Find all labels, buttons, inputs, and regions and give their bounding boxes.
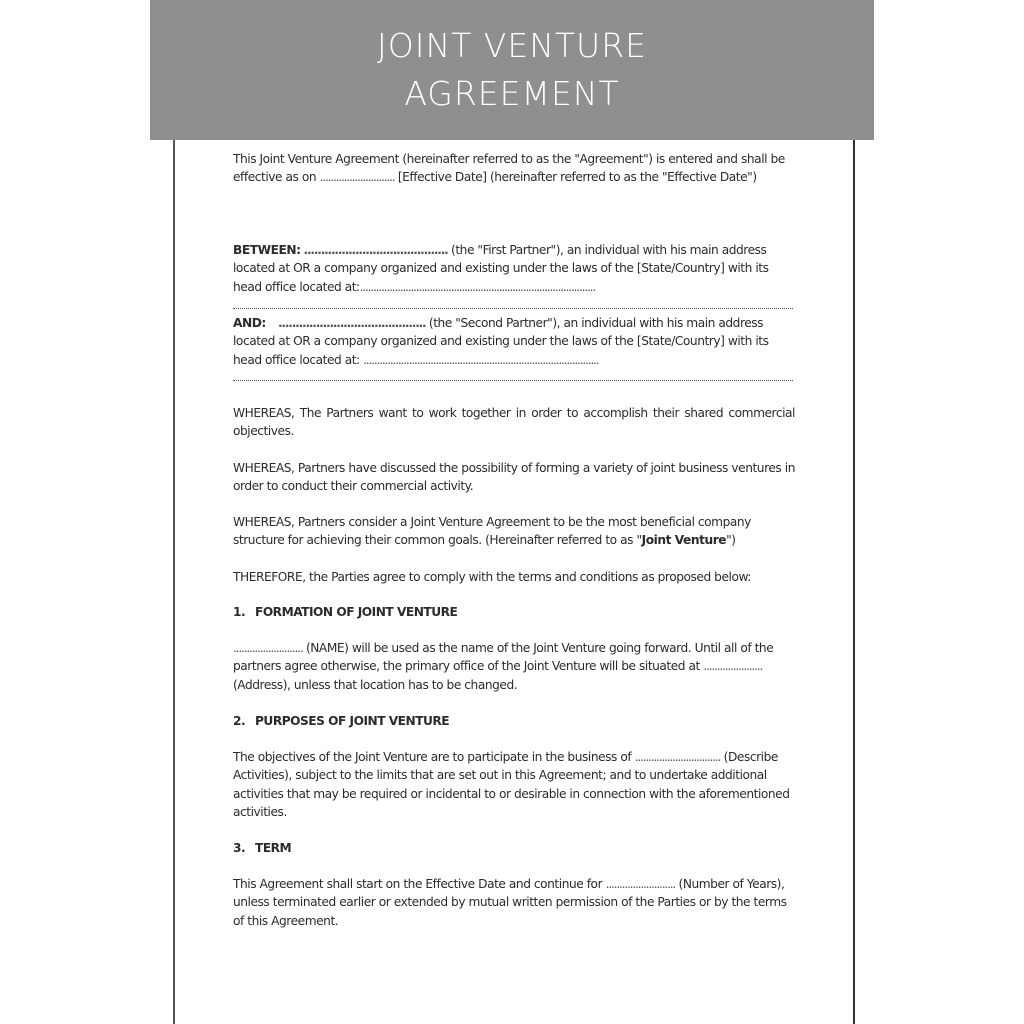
section-2-heading [233, 712, 795, 730]
and-paragraph [233, 314, 795, 369]
whereas-3-text: WHEREAS, Partners consider a Joint Venture Agreement to be the most beneficial company structure for achieving their common goals. (Hereinafter referred to as " [233, 515, 751, 548]
whereas-3 [233, 513, 795, 550]
title-banner [150, 0, 874, 140]
section-1-body [233, 639, 795, 694]
jv-name-blank: .......................... [233, 641, 303, 655]
title-line-2: AGREEMENT [404, 74, 620, 113]
first-partner-address-blank: ........................................................................................ [359, 279, 596, 294]
section-1-text: (NAME) will be used as the name of the Joint Venture going forward. Until all of the partners agree otherwise, the primary office of the Joint Venture will be situated at [233, 641, 774, 674]
and-text: (the "Second Partner"), an individual with his main address located at OR a company organized and existing under the laws of the [State/Country] with its head office located at: [233, 316, 769, 367]
intro-text-end: [Effective Date] (hereinafter referred to as the "Effective Date") [394, 170, 757, 185]
section-3-number: 3. [233, 841, 246, 855]
years-blank: .......................... [605, 877, 676, 891]
whereas-3-text-end: ") [726, 533, 736, 548]
joint-venture-term: Joint Venture [641, 533, 727, 548]
whereas-1: WHEREAS, The Partners want to work together in order to accomplish their shared commercial objectives. [233, 406, 795, 439]
section-3-heading [233, 839, 795, 857]
title-line-1: JOINT VENTURE [377, 26, 647, 65]
section-2-number: 2. [233, 714, 246, 728]
between-paragraph [233, 241, 795, 296]
jv-address-blank: ...................... [703, 659, 763, 674]
between-text: (the "First Partner"), an individual with his main address located at OR a company organized and existing under the laws of the [State/Country] with its head office located at: [233, 243, 769, 294]
intro-text: This Joint Venture Agreement (hereinafter referred to as the "Agreement") is entered and shall be effective as on [233, 152, 785, 185]
section-3-text: This Agreement shall start on the Effective Date and continue for [233, 877, 606, 891]
section-2-text-end: (Describe Activities), subject to the limits that are set out in this Agreement; and to undertake additional activities that may be required or incidental to or desirable in connection with the aforementioned activities. [233, 750, 790, 819]
and-label: AND: [233, 316, 266, 330]
activities-blank: ................................ [634, 750, 721, 764]
intro-paragraph [233, 150, 795, 187]
therefore-paragraph: THEREFORE, the Parties agree to comply with the terms and conditions as proposed below: [233, 570, 751, 584]
section-2-text: The objectives of the Joint Venture are to participate in the business of [233, 750, 635, 764]
section-3-title: TERM [255, 841, 292, 855]
second-partner-blank: ........................................... [265, 316, 426, 330]
section-1-number: 1. [233, 605, 246, 619]
section-1-heading [233, 603, 795, 621]
section-2-title: PURPOSES OF JOINT VENTURE [255, 714, 450, 728]
first-partner-address-line [233, 308, 793, 309]
between-label: BETWEEN: [233, 243, 301, 257]
second-partner-address-line [233, 380, 793, 381]
section-1-title: FORMATION OF JOINT VENTURE [255, 605, 458, 619]
whereas-2: WHEREAS, Partners have discussed the possibility of forming a variety of joint business ventures in order to conduct their commercial activity. [233, 461, 795, 494]
section-1-text-end: (Address), unless that location has to be changed. [233, 677, 518, 692]
effective-date-blank: ............................ [319, 170, 395, 185]
section-3-text-end: (Number of Years), unless terminated earlier or extended by mutual written permission of the Parties or by the terms of this Agreement. [233, 877, 787, 928]
second-partner-address-blank: ........................................................................................ [363, 352, 599, 367]
section-2-body [233, 748, 795, 821]
first-partner-blank: .......................................... [300, 243, 448, 257]
section-3-body [233, 875, 795, 930]
